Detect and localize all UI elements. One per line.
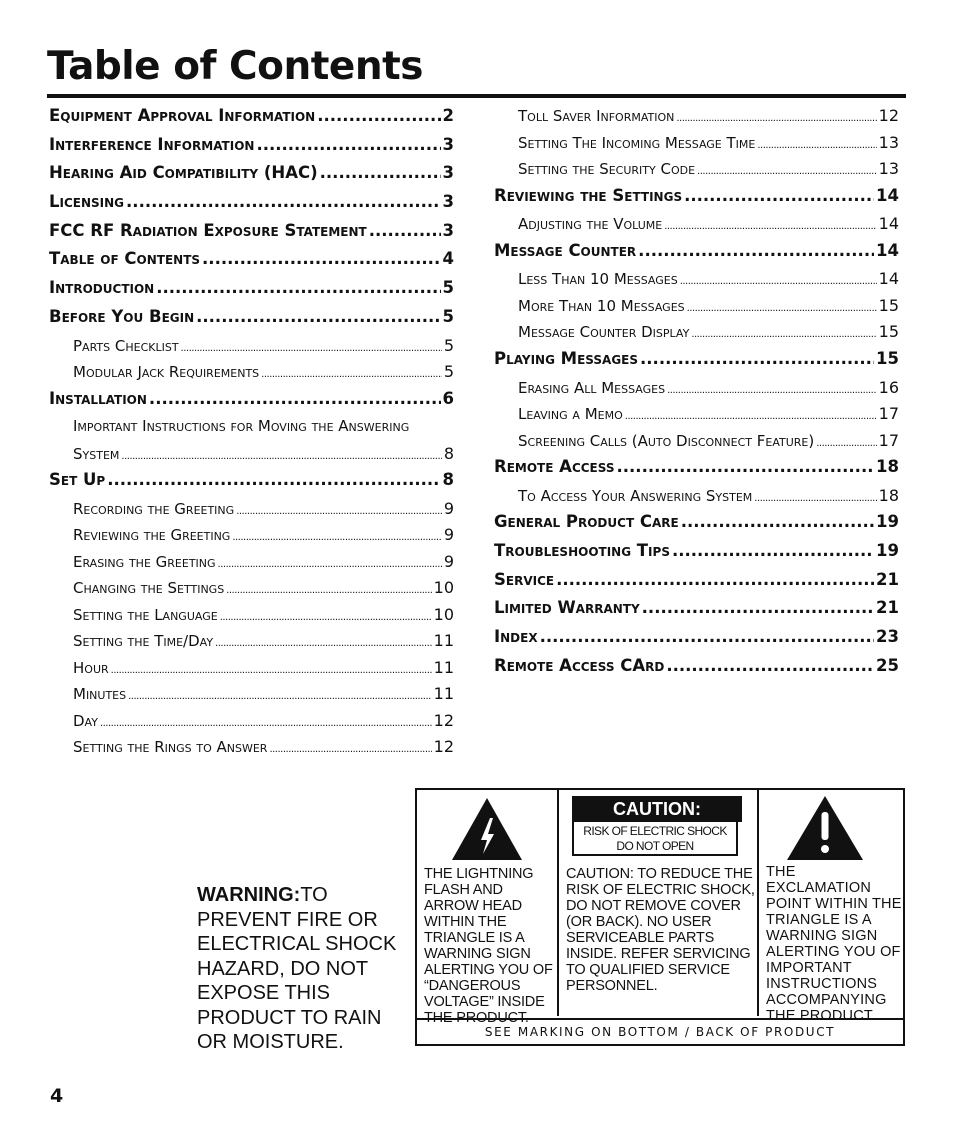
- toc-dot-leader: [261, 369, 442, 380]
- toc-entry-page: 15: [876, 348, 899, 368]
- toc-dot-leader: [218, 559, 442, 570]
- toc-entry-page: 2: [442, 106, 454, 125]
- toc-dot-leader: [156, 278, 440, 297]
- toc-entry-title: Minutes: [73, 685, 127, 704]
- caution-subtext: RISK OF ELECTRIC SHOCK DO NOT OPEN: [572, 822, 738, 856]
- toc-entry-page: 11: [433, 631, 454, 651]
- page-title: Table of Contents: [47, 44, 423, 89]
- toc-dot-leader: [111, 665, 432, 676]
- toc-entry-title: Playing Messages: [494, 348, 639, 368]
- toc-section-entry: [494, 598, 899, 627]
- toc-section-entry: [494, 541, 899, 570]
- toc-dot-leader: [232, 532, 441, 543]
- toc-entry-page: 23: [876, 627, 899, 646]
- toc-entry-title: Adjusting the Volume: [518, 215, 663, 234]
- toc-dot-leader: [149, 389, 441, 408]
- toc-section-entry: [49, 249, 454, 278]
- toc-entry-page: 12: [878, 106, 899, 125]
- toc-dot-leader: [540, 627, 874, 646]
- toc-entry-title: Table of Contents: [49, 249, 201, 269]
- toc-entry-title: Recording the Greeting: [73, 499, 235, 518]
- caution-box: [415, 788, 905, 1046]
- toc-dot-leader: [320, 163, 441, 182]
- exclamation-explanation: THE EXCLAMATION POINT WITHIN THE TRIANGLE IS A WARNING SIGN ALERTING YOU OF IMPORTANT INSTRUCTIONS ACCOMPANYING THE PRODUCT.: [766, 864, 902, 1024]
- toc-entry-title: Leaving a Memo: [518, 405, 623, 424]
- toc-entry-page: 16: [878, 377, 899, 397]
- toc-subsection-entry: [49, 417, 454, 444]
- toc-entry-title: Message Counter: [494, 240, 637, 260]
- toc-section-entry: [49, 192, 454, 221]
- warning-label: WARNING:: [197, 884, 301, 906]
- toc-section-entry: [494, 457, 899, 486]
- toc-dot-leader: [556, 570, 874, 589]
- toc-entry-title: Erasing the Greeting: [73, 552, 216, 571]
- toc-dot-leader: [638, 241, 874, 260]
- toc-right-column: [494, 106, 899, 684]
- toc-entry-page: 14: [878, 269, 899, 289]
- toc-entry-title: Interference Information: [49, 134, 255, 154]
- toc-section-entry: [494, 570, 899, 599]
- toc-entry-page: 5: [443, 362, 454, 381]
- toc-entry-page: 15: [878, 295, 899, 315]
- toc-entry-page: 5: [442, 278, 454, 298]
- caution-label: CAUTION:: [572, 796, 742, 822]
- page-number: 4: [50, 1085, 64, 1107]
- toc-entry-page: 11: [433, 684, 454, 704]
- toc-section-entry: [494, 512, 899, 541]
- toc-entry-page: 12: [433, 710, 454, 730]
- toc-subsection-entry: [49, 336, 454, 363]
- toc-dot-leader: [317, 106, 440, 125]
- toc-subsection-entry: [49, 444, 454, 471]
- toc-section-entry: [494, 349, 899, 378]
- toc-entry-title: Reviewing the Greeting: [73, 526, 231, 545]
- caution-left-cell: [417, 790, 559, 1026]
- toc-dot-leader: [617, 457, 875, 476]
- toc-dot-leader: [202, 249, 440, 268]
- toc-subsection-entry: [494, 159, 899, 186]
- warning-notice: [197, 883, 407, 1055]
- toc-subsection-entry: [494, 322, 899, 349]
- toc-entry-title: Troubleshooting Tips: [494, 540, 670, 560]
- toc-dot-leader: [121, 451, 441, 462]
- toc-entry-page: 25: [876, 655, 899, 675]
- toc-dot-leader: [215, 638, 432, 649]
- caution-explanation: CAUTION: TO REDUCE THE RISK OF ELECTRIC SHOCK, DO NOT REMOVE COVER (OR BACK). NO USER SERVICEABLE PARTS INSIDE. REFER SERVICING TO QUALIFIED SERVICE PERSONNEL.: [566, 866, 755, 994]
- toc-subsection-entry: [494, 106, 899, 133]
- caution-center-cell: [559, 790, 759, 1016]
- toc-entry-title: Setting the Time/Day: [73, 632, 214, 651]
- toc-entry-page: 21: [876, 598, 899, 618]
- lightning-explanation: THE LIGHTNING FLASH AND ARROW HEAD WITHIN THE TRIANGLE IS A WARNING SIGN ALERTING YOU OF “DANGEROUS VOLTAGE” INSIDE THE PRODUCT.: [424, 866, 553, 1026]
- toc-dot-leader: [816, 438, 876, 449]
- toc-entry-title: Remote Access: [494, 457, 615, 477]
- toc-entry-page: 3: [442, 134, 454, 154]
- toc-section-entry: [49, 307, 454, 336]
- toc-entry-page: 18: [878, 485, 899, 505]
- toc-subsection-entry: [49, 362, 454, 389]
- toc-subsection-entry: [49, 684, 454, 711]
- toc-entry-page: 19: [876, 540, 899, 560]
- toc-section-entry: [49, 470, 454, 499]
- toc-entry-title: General Product Care: [494, 512, 679, 532]
- toc-subsection-entry: [49, 737, 454, 764]
- toc-dot-leader: [625, 411, 877, 422]
- toc-entry-page: 14: [876, 240, 899, 260]
- toc-entry-title: Limited Warranty: [494, 598, 640, 618]
- toc-left-column: [49, 106, 454, 764]
- toc-subsection-entry: [49, 552, 454, 579]
- toc-section-entry: [494, 656, 899, 685]
- toc-dot-leader: [220, 612, 432, 623]
- toc-dot-leader: [666, 656, 874, 675]
- toc-dot-leader: [757, 140, 876, 151]
- exclamation-triangle-icon: [785, 794, 865, 862]
- toc-dot-leader: [672, 541, 874, 560]
- toc-entry-title: Hearing Aid Compatibility (HAC): [49, 163, 318, 183]
- toc-entry-title: Reviewing the Settings: [494, 185, 683, 205]
- toc-dot-leader: [226, 585, 431, 596]
- toc-entry-title: Day: [73, 711, 98, 730]
- toc-entry-page: 15: [878, 322, 899, 342]
- toc-entry-title: Service: [494, 569, 555, 589]
- toc-dot-leader: [667, 385, 877, 396]
- toc-entry-title: Before You Begin: [49, 306, 195, 326]
- toc-subsection-entry: [49, 658, 454, 685]
- toc-entry-page: 3: [442, 192, 454, 212]
- toc-dot-leader: [691, 329, 876, 340]
- toc-entry-title: Set Up: [49, 470, 106, 490]
- toc-entry-title: Toll Saver Information: [518, 107, 675, 125]
- toc-entry-page: 3: [442, 163, 454, 183]
- toc-dot-leader: [680, 276, 877, 287]
- toc-entry-page: 19: [876, 512, 899, 532]
- toc-subsection-entry: [49, 631, 454, 658]
- toc-section-entry: [494, 241, 899, 270]
- toc-entry-page: 14: [876, 185, 899, 205]
- toc-entry-page: 5: [443, 335, 454, 355]
- lightning-triangle-icon: [450, 796, 524, 862]
- toc-entry-page: 9: [443, 551, 454, 571]
- toc-dot-leader: [128, 691, 432, 702]
- toc-entry-page: 4: [442, 249, 454, 269]
- toc-entry-page: 18: [876, 457, 899, 477]
- toc-entry-title: To Access Your Answering System: [518, 486, 753, 505]
- toc-dot-leader: [676, 113, 876, 124]
- toc-entry-page: 5: [442, 306, 454, 326]
- toc-subsection-entry: [494, 296, 899, 323]
- toc-dot-leader: [369, 221, 441, 240]
- toc-entry-title: Important Instructions for Moving the Answering: [73, 417, 410, 436]
- toc-entry-page: 11: [433, 657, 454, 677]
- toc-entry-page: 17: [878, 430, 899, 450]
- toc-entry-page: 13: [878, 132, 899, 152]
- toc-dot-leader: [100, 718, 432, 729]
- title-rule: [47, 94, 906, 98]
- toc-dot-leader: [687, 303, 877, 314]
- toc-entry-page: 9: [443, 498, 454, 518]
- toc-entry-title: Less Than 10 Messages: [518, 270, 678, 289]
- toc-section-entry: [494, 627, 899, 656]
- toc-subsection-entry: [494, 269, 899, 296]
- toc-entry-page: 10: [433, 604, 454, 624]
- toc-section-entry: [49, 389, 454, 418]
- toc-entry-title: Index: [494, 627, 538, 646]
- toc-subsection-entry: [494, 214, 899, 241]
- toc-entry-page: 8: [442, 470, 454, 490]
- toc-dot-leader: [684, 186, 874, 205]
- toc-subsection-entry: [49, 578, 454, 605]
- toc-dot-leader: [754, 493, 876, 504]
- toc-dot-leader: [640, 349, 874, 368]
- toc-entry-title: Introduction: [49, 278, 155, 298]
- toc-entry-title: Modular Jack Requirements: [73, 363, 260, 381]
- toc-section-entry: [494, 186, 899, 215]
- toc-entry-title: FCC RF Radiation Exposure Statement: [49, 220, 367, 240]
- toc-subsection-entry: [49, 711, 454, 738]
- toc-entry-title: Installation: [49, 388, 147, 408]
- toc-entry-page: 12: [433, 737, 454, 757]
- toc-entry-title: Parts Checklist: [73, 336, 179, 355]
- toc-section-entry: [49, 221, 454, 250]
- toc-dot-leader: [642, 598, 874, 617]
- toc-entry-page: 21: [876, 569, 899, 589]
- toc-entry-page: 9: [443, 525, 454, 545]
- toc-entry-title: Hour: [73, 658, 109, 677]
- warning-text: TO PREVENT FIRE OR ELECTRICAL SHOCK HAZARD, DO NOT EXPOSE THIS PRODUCT TO RAIN OR MOISTURE.: [197, 884, 397, 1053]
- toc-subsection-entry: [494, 404, 899, 431]
- toc-entry-title: Screening Calls (Auto Disconnect Feature): [518, 431, 815, 450]
- toc-entry-page: 13: [878, 159, 899, 178]
- toc-dot-leader: [126, 192, 440, 211]
- toc-entry-page: 6: [442, 388, 454, 408]
- toc-entry-title: Setting the Language: [73, 605, 218, 624]
- toc-entry-title: System: [73, 444, 120, 463]
- caution-right-cell: [759, 790, 903, 1024]
- toc-subsection-entry: [494, 431, 899, 458]
- toc-subsection-entry: [494, 378, 899, 405]
- caution-footer: SEE MARKING ON BOTTOM / BACK OF PRODUCT: [417, 1018, 903, 1046]
- toc-dot-leader: [181, 343, 442, 354]
- toc-subsection-entry: [49, 499, 454, 526]
- toc-section-entry: [49, 135, 454, 164]
- toc-dot-leader: [107, 470, 440, 489]
- toc-entry-title: Setting the Security Code: [518, 160, 696, 178]
- toc-dot-leader: [236, 506, 442, 517]
- toc-entry-page: 8: [443, 443, 454, 463]
- toc-entry-title: Equipment Approval Information: [49, 106, 316, 125]
- toc-entry-page: 3: [442, 220, 454, 240]
- toc-dot-leader: [697, 166, 877, 177]
- toc-subsection-entry: [49, 525, 454, 552]
- toc-entry-title: Erasing All Messages: [518, 378, 666, 397]
- toc-entry-title: Remote Access CArd: [494, 655, 665, 675]
- toc-section-entry: [49, 278, 454, 307]
- toc-entry-title: Message Counter Display: [518, 323, 690, 342]
- toc-dot-leader: [664, 221, 876, 232]
- toc-entry-title: Licensing: [49, 192, 125, 212]
- toc-dot-leader: [196, 307, 440, 326]
- toc-dot-leader: [256, 135, 440, 154]
- toc-section-entry: [49, 106, 454, 135]
- toc-entry-title: Setting the Rings to Answer: [73, 738, 268, 757]
- toc-subsection-entry: [494, 133, 899, 160]
- toc-entry-page: 17: [878, 404, 899, 424]
- toc-entry-title: More Than 10 Messages: [518, 296, 685, 315]
- toc-entry-page: 10: [433, 578, 454, 598]
- toc-dot-leader: [681, 512, 874, 531]
- toc-subsection-entry: [49, 605, 454, 632]
- toc-entry-title: Setting The Incoming Message Time: [518, 133, 756, 152]
- toc-section-entry: [49, 163, 454, 192]
- toc-entry-page: 14: [878, 214, 899, 234]
- toc-dot-leader: [269, 744, 431, 755]
- toc-entry-title: Changing the Settings: [73, 579, 225, 598]
- toc-subsection-entry: [494, 486, 899, 513]
